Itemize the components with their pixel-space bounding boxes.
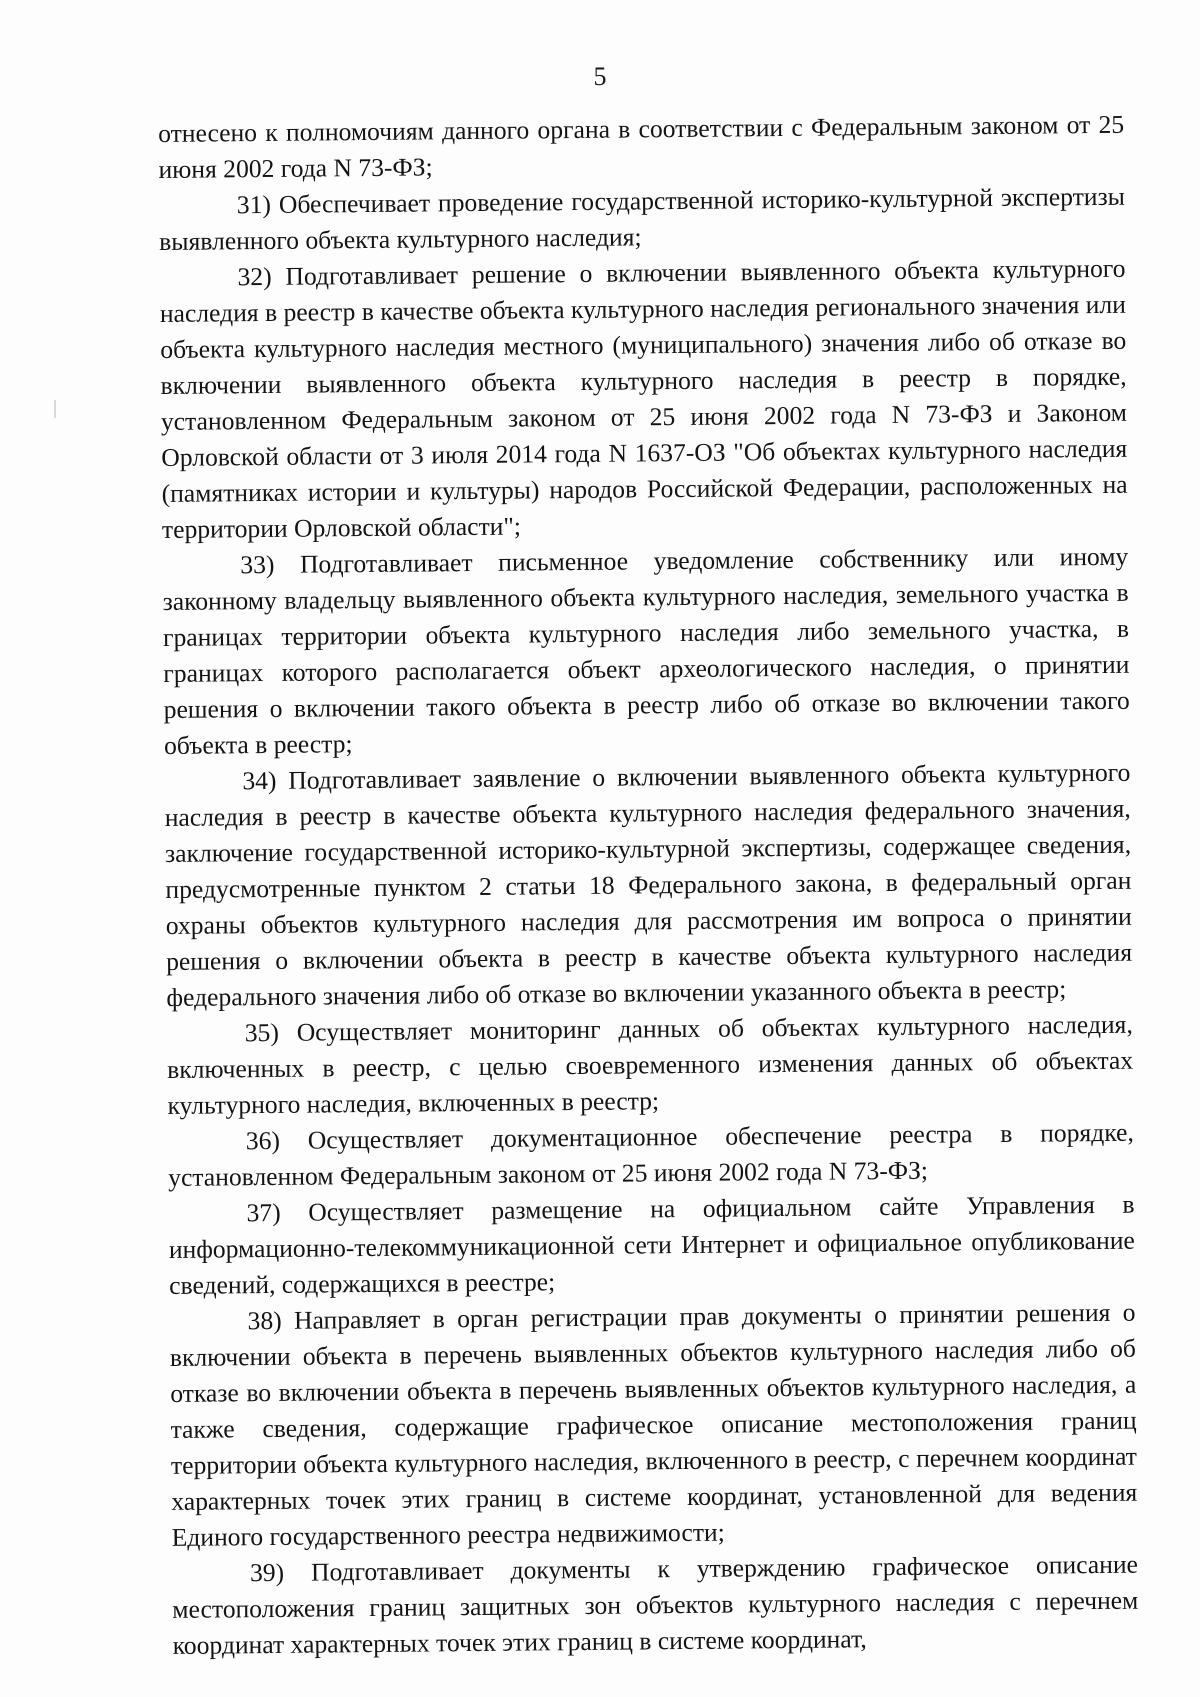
paragraph-item-39: 39) Подготавливает документы к утверждению графическое описание местоположения границ защитных зон объектов культурного наследия с перечнем координат характерных точек этих границ в системе координат, [172, 1549, 1139, 1660]
scan-margin-mark [54, 400, 56, 418]
paragraph-continuation: отнесено к полномочиям данного органа в соответствии с Федеральным законом от 25 июня 2002 года N 73-ФЗ; [158, 109, 1125, 184]
paragraph-item-37: 37) Осуществляет размещение на официальном сайте Управления в информационно-телекоммуникационной сети Интернет и официальное опубликование сведений, содержащихся в реестре; [168, 1189, 1135, 1300]
paragraph-item-38: 38) Направляет в орган регистрации прав документы о принятии решения о включении объекта в перечень выявленных объектов культурного наследия либо об отказе во включении объекта в перечень выявленных объектов культурного наследия, а также сведения, содержащие графическое описание местоположения границ территории объекта культурного наследия, включенного в реестр, с перечнем координат характерных точек этих границ в системе координат, установленной для ведения Единого государственного реестра недвижимости; [169, 1297, 1138, 1552]
document-body [158, 107, 1139, 1664]
page-number: 5 [593, 62, 607, 91]
paragraph-item-32: 32) Подготавливает решение о включении выявленного объекта культурного наследия в реестр в качестве объекта культурного наследия регионального значения или объекта культурного наследия местного (муниципального) значения либо об отказе во включении выявленного объекта культурного наследия в реестр в порядке, установленном Федеральным законом от 25 июня 2002 года N 73-ФЗ и Законом Орловской области от 3 июля 2014 года N 1637-ОЗ "Об объектах культурного наследия (памятниках истории и культуры) народов Российской Федерации, расположенных на территории Орловской области"; [159, 253, 1128, 544]
paragraph-item-33: 33) Подготавливает письменное уведомление собственнику или иному законному владельцу выявленного объекта культурного наследия, земельного участка в границах территории объекта культурного наследия либо земельного участка, в границах которого располагается объект археологического наследия, о принятии решения о включении такого объекта в реестр либо об отказе во включении такого объекта в реестр; [162, 541, 1130, 760]
paragraph-item-36: 36) Осуществляет документационное обеспечение реестра в порядке, установленном Федеральным законом от 25 июня 2002 года N 73-ФЗ; [168, 1117, 1134, 1192]
paragraph-item-31: 31) Обеспечивает проведение государственной историко-культурной экспертизы выявленного объекта культурного наследия; [159, 181, 1125, 256]
paragraph-item-35: 35) Осуществляет мониторинг данных об объектах культурного наследия, включенных в реестр, с целью своевременного изменения данных об объектах культурного наследия, включенных в реестр; [167, 1009, 1134, 1120]
paragraph-item-34: 34) Подготавливает заявление о включении выявленного объекта культурного наследия в реестр в качестве объекта культурного наследия федерального значения, заключение государственной историко-культурной экспертизы, содержащее сведения, предусмотренные пунктом 2 статьи 18 Федерального закона, в федеральный орган охраны объектов культурного наследия для рассмотрения им вопроса о принятии решения о включении объекта в реестр в качестве объекта культурного наследия федерального значения либо об отказе во включении указанного объекта в реестр; [164, 757, 1133, 1012]
